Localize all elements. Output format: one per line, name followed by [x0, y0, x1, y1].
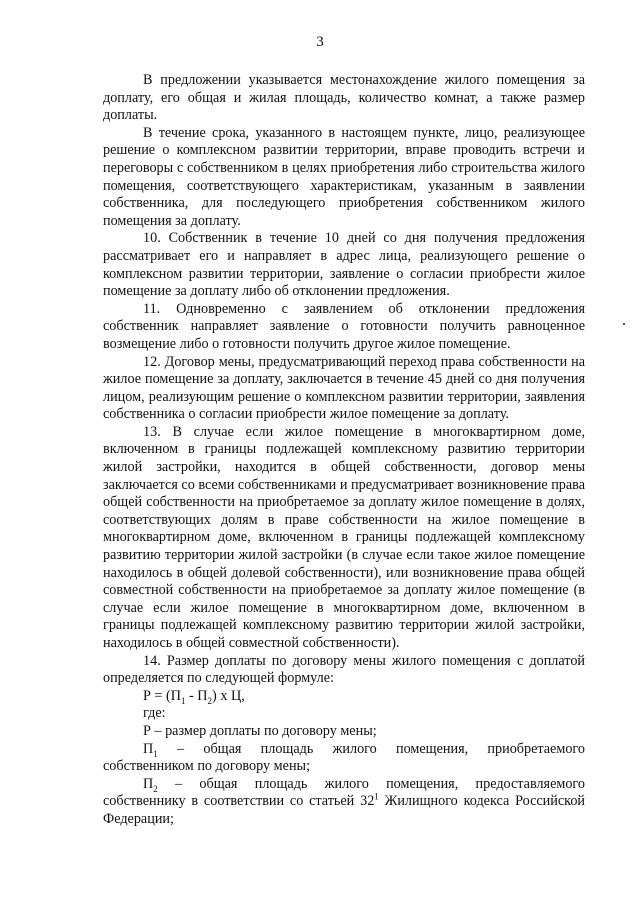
- paragraph-13: 13. В случае если жилое помещение в многоквартирном доме, включенном в границы подлежащей комплексному развитию территории жилой застройки, находится в общей собственности, договор мены заключается со всеми собственниками и предусматривает возникновение права общей собственности на приобретаемое за доплату жилое помещение в долях, соответствующих долям в праве собственности на жилое помещение в многоквартирном доме, включенном в границы подлежащей комплексному развитию территории жилой застройки (в случае если такое жилое помещение находилось в общей долевой собственности), или возникновение права общей совместной собственности на приобретаемое за доплату жилое помещение (в случае если жилое помещение в многоквартирном доме, включенном в границы подлежащей комплексному развитию территории жилой застройки, находилось в общей совместной собственности).: [103, 423, 585, 651]
- document-body: [103, 72, 585, 829]
- formula-suffix: ) х Ц,: [212, 687, 245, 704]
- def-p1-symbol: П: [143, 740, 154, 757]
- formula-sub-1: 1: [180, 695, 186, 706]
- formula-middle: - П: [185, 687, 208, 704]
- paragraph-11: 11. Одновременно с заявлением об отклонении предложения собственник направляет заявление о готовности получить равноценное возмещение либо о готовности получить другое жилое помещение.: [103, 300, 585, 352]
- def-p1-text: – общая площадь жилого помещения, приобретаемого собственником по договору мены;: [103, 740, 585, 775]
- paragraph-location-info: В предложении указывается местонахождение жилого помещения за доплату, его общая и жилая площадь, количество комнат, а также размер доплаты.: [103, 72, 585, 124]
- def-p2-text-b: Жилищного кодекса Российской Федерации;: [103, 793, 586, 827]
- payment-formula: [103, 688, 585, 706]
- scan-speck: [623, 323, 625, 325]
- def-p2-sub: 2: [153, 783, 158, 794]
- where-label: где:: [143, 705, 166, 722]
- definition-p2: [103, 776, 585, 829]
- page-number: 3: [316, 34, 324, 50]
- def-p2-sup: 1: [374, 791, 379, 802]
- paragraph-14: 14. Размер доплаты по договору мены жилого помещения с доплатой определяется по следующей формуле:: [103, 652, 585, 687]
- definition-r: Р – размер доплаты по договору мены;: [143, 722, 377, 739]
- paragraph-12: 12. Договор мены, предусматривающий переход права собственности на жилое помещение за доплату, заключается в течение 45 дней со дня получения лицом, реализующим решение о комплексном развитии территории, заявления собственника о согласии приобрести жилое помещение за доплату.: [103, 353, 585, 423]
- formula-prefix: Р = (П: [143, 687, 181, 704]
- def-p2-text-a: – общая площадь жилого помещения, предоставляемого собственнику в соответствии со статьей 32: [103, 775, 585, 810]
- paragraph-10: 10. Собственник в течение 10 дней со дня получения предложения рассматривает его и направляет в адрес лица, реализующего решение о комплексном развитии территории, заявление о согласии приобрести жилое помещение за доплату либо об отклонении предложения.: [103, 230, 585, 300]
- definition-p1: [103, 741, 585, 776]
- def-p2-symbol: П: [143, 775, 154, 792]
- def-p1-sub: 1: [153, 748, 158, 759]
- formula-sub-2: 2: [207, 695, 213, 706]
- paragraph-negotiations: В течение срока, указанного в настоящем пункте, лицо, реализующее решение о комплексном развитии территории, вправе проводить встречи и переговоры с собственником в целях приобретения либо строительства жилого помещения, соответствующего характеристикам, указанным в заявлении собственника, для последующего приобретения собственником жилого помещения за доплату.: [103, 124, 585, 229]
